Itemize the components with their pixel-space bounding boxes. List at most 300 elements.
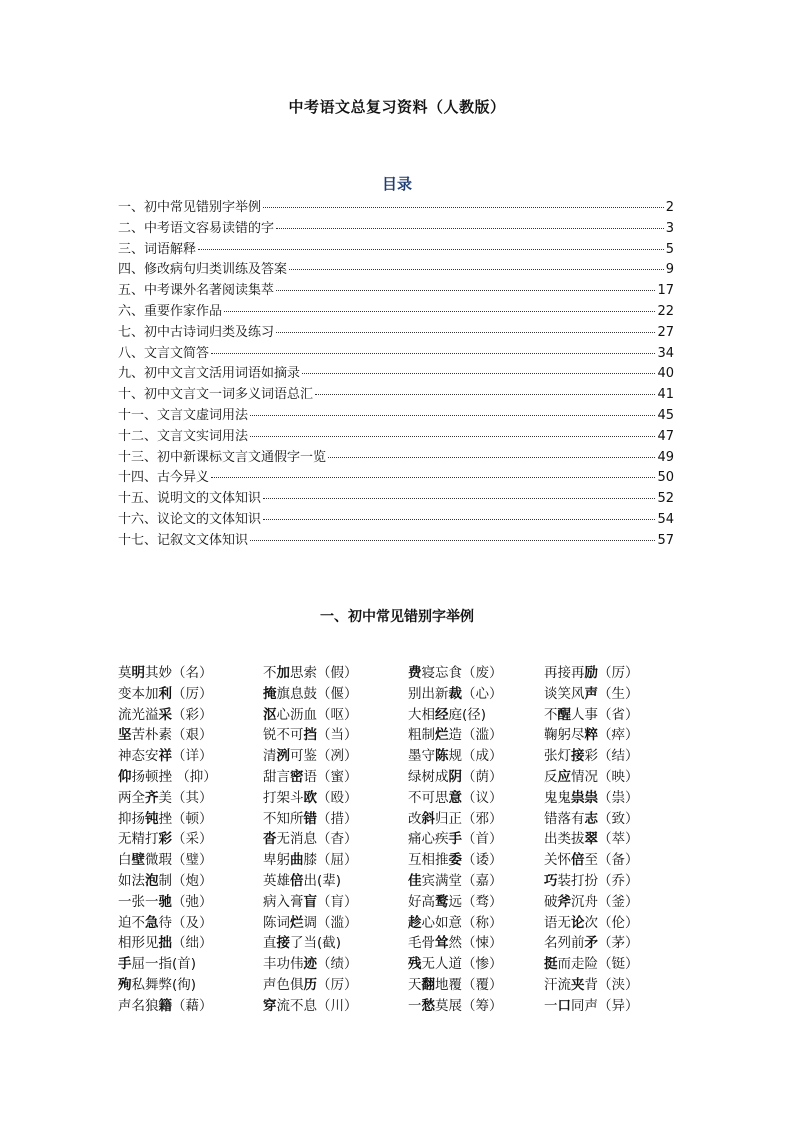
word-text: 互相推 <box>408 852 449 869</box>
wrong-character: 驰 <box>158 893 172 910</box>
word-text: 天 <box>408 976 422 993</box>
toc-entry[interactable] <box>118 342 674 363</box>
word-text: 思索（假） <box>290 665 358 681</box>
wrong-character: 挺 <box>544 956 558 973</box>
word-text: 一 <box>408 997 422 1014</box>
wrong-character: 加 <box>276 665 290 681</box>
toc-entry[interactable] <box>118 508 674 529</box>
wrong-character: 烂 <box>290 914 304 931</box>
document-title: 中考语文总复习资料（人教版） <box>288 98 506 116</box>
wrong-character: 委 <box>448 852 462 869</box>
word-text: （首） <box>462 831 503 848</box>
wrong-character: 接 <box>276 935 290 952</box>
word-item <box>263 954 408 975</box>
word-item <box>118 788 263 809</box>
word-text: 无消息（杳） <box>276 831 358 848</box>
toc-entry-label: 十七、记叙文文体知识 <box>118 532 249 548</box>
wrong-character: 醒 <box>557 706 571 723</box>
word-text: 出类拔 <box>544 831 585 848</box>
word-text: 白 <box>118 852 132 869</box>
word-item <box>544 663 678 684</box>
wrong-character: 坚 <box>118 727 132 744</box>
word-text: 卑躬 <box>263 852 290 869</box>
toc-entry-page: 50 <box>657 470 674 486</box>
toc-entry-page: 57 <box>657 532 674 548</box>
word-item <box>408 684 544 705</box>
toc-heading: 目录 <box>381 175 412 193</box>
word-text: （殴） <box>317 789 358 806</box>
word-text: 大相 <box>408 706 435 723</box>
word-text: （彩） <box>172 706 213 723</box>
word-item <box>544 933 678 954</box>
toc-entry-page: 49 <box>657 449 674 465</box>
toc-dot-leader <box>198 249 664 250</box>
toc-entry[interactable] <box>118 238 674 259</box>
wrong-character: 欧 <box>303 789 317 806</box>
word-item <box>263 684 408 705</box>
word-item <box>263 829 408 850</box>
word-text: （当） <box>317 727 358 744</box>
wrong-character: 急 <box>145 914 159 931</box>
toc-entry[interactable] <box>118 362 674 383</box>
word-item <box>118 746 263 767</box>
toc-entry-label: 十五、说明文的文体知识 <box>118 491 262 507</box>
word-text: 情况（映） <box>571 768 639 785</box>
word-text: 关怀 <box>544 852 571 869</box>
word-text: 鬼鬼 <box>544 789 571 806</box>
word-text: 而走险（铤） <box>557 956 639 973</box>
word-text: （茅） <box>598 935 639 952</box>
toc-entry[interactable] <box>118 217 674 238</box>
word-item <box>544 850 678 871</box>
word-text: 抑扬 <box>118 810 145 827</box>
word-text: 待（及） <box>158 914 213 931</box>
toc-entry[interactable] <box>118 321 674 342</box>
word-item <box>118 892 263 913</box>
word-text: 再接再 <box>544 665 585 681</box>
word-item <box>118 954 263 975</box>
word-text: 张灯 <box>544 748 571 765</box>
wrong-character: 利 <box>158 685 172 702</box>
wrong-character: 穿 <box>263 997 277 1014</box>
word-text: 名列前 <box>544 935 585 952</box>
word-text: （厉） <box>172 685 213 702</box>
toc-dot-leader <box>250 540 655 541</box>
word-text: 一张一 <box>118 893 159 910</box>
toc-dot-leader <box>211 477 655 478</box>
word-item <box>544 684 678 705</box>
word-text: （议） <box>462 789 503 806</box>
wrong-character: 拙 <box>158 935 172 952</box>
toc-entry[interactable] <box>118 404 674 425</box>
wrong-character: 耸 <box>435 935 449 952</box>
toc-entry[interactable] <box>118 196 674 217</box>
word-text: （厉） <box>598 665 639 681</box>
word-text: 语无 <box>544 914 571 931</box>
word-item <box>408 788 544 809</box>
word-text: 一 <box>544 997 558 1014</box>
word-text: （生） <box>598 685 639 702</box>
word-text: 绿树成 <box>408 768 449 785</box>
word-text: 其妙（名） <box>145 665 213 681</box>
word-list-grid <box>118 663 678 1017</box>
wrong-character: 趁 <box>408 914 422 931</box>
word-item <box>408 996 544 1017</box>
word-item <box>118 809 263 830</box>
word-item <box>408 767 544 788</box>
wrong-character: 明 <box>131 665 145 681</box>
word-item <box>118 975 263 996</box>
table-of-contents <box>118 196 674 550</box>
wrong-character: 接 <box>571 748 585 765</box>
word-text: 心沥血（呕） <box>276 706 358 723</box>
toc-dot-leader <box>276 228 664 229</box>
word-text: 心如意（称） <box>421 914 503 931</box>
word-item <box>408 913 544 934</box>
toc-entry-page: 5 <box>665 241 674 257</box>
word-text: 了当(截) <box>290 935 342 952</box>
word-item <box>544 892 678 913</box>
toc-dot-leader <box>224 311 655 312</box>
word-item <box>118 871 263 892</box>
word-text: （荫） <box>462 768 503 785</box>
toc-entry[interactable] <box>118 487 674 508</box>
word-text: 反 <box>544 768 558 785</box>
wrong-character: 声 <box>584 685 598 702</box>
wrong-character: 意 <box>448 789 462 806</box>
wrong-character: 倍 <box>290 872 304 889</box>
word-item <box>263 975 408 996</box>
wrong-character: 采 <box>158 706 172 723</box>
word-item <box>544 705 678 726</box>
toc-entry-label: 十三、初中新课标文言文通假字一览 <box>118 449 327 465</box>
wrong-character: 钝 <box>145 810 159 827</box>
wrong-character: 祟祟 <box>571 789 598 806</box>
toc-entry-page: 40 <box>657 366 674 382</box>
word-text: 彩（结） <box>584 748 639 765</box>
wrong-character: 经 <box>435 706 449 723</box>
wrong-character: 沤 <box>263 706 277 723</box>
word-text: 膝（屈） <box>303 852 358 869</box>
toc-entry-label: 十二、文言文实词用法 <box>118 428 249 444</box>
wrong-character: 曲 <box>290 852 304 869</box>
word-text: 病入膏 <box>263 893 304 910</box>
wrong-character: 矛 <box>584 935 598 952</box>
toc-entry-page: 3 <box>665 220 674 236</box>
section-heading: 一、初中常见错别字举例 <box>320 609 474 625</box>
toc-entry-label: 三、词语解释 <box>118 241 197 257</box>
word-item <box>408 850 544 871</box>
toc-dot-leader <box>289 269 664 270</box>
wrong-character: 挡 <box>303 727 317 744</box>
wrong-character: 志 <box>584 810 598 827</box>
wrong-character: 壁 <box>131 852 145 869</box>
word-text: 调（滥） <box>303 914 358 931</box>
wrong-character: 陈 <box>435 748 449 765</box>
wrong-character: 历 <box>303 976 317 993</box>
word-item <box>263 996 408 1017</box>
word-text: 陈词 <box>263 914 290 931</box>
wrong-character: 密 <box>290 768 304 785</box>
toc-dot-leader <box>211 353 655 354</box>
word-text: 直 <box>263 935 277 952</box>
word-text: 错落有 <box>544 810 585 827</box>
toc-entry-page: 22 <box>657 303 674 319</box>
word-text: 不 <box>263 665 277 681</box>
word-text: 莫 <box>118 665 132 681</box>
toc-entry[interactable] <box>118 446 674 467</box>
toc-entry-label: 九、初中文言文活用词语如摘录 <box>118 366 301 382</box>
word-text: 丰功伟 <box>263 956 304 973</box>
wrong-character: 手 <box>448 831 462 848</box>
word-text: 痛心疾 <box>408 831 449 848</box>
word-text: 流不息（川） <box>276 997 358 1014</box>
word-text: 不可思 <box>408 789 449 806</box>
wrong-character: 口 <box>557 997 571 1014</box>
word-text: 改 <box>408 810 422 827</box>
wrong-character: 洌 <box>276 748 290 765</box>
wrong-character: 费 <box>408 665 422 681</box>
toc-dot-leader <box>315 394 655 395</box>
wrong-character: 巧 <box>544 872 558 889</box>
wrong-character: 斜 <box>421 810 435 827</box>
word-text: 扬顿挫 （抑） <box>131 768 217 785</box>
toc-entry[interactable] <box>118 529 674 550</box>
wrong-character: 论 <box>571 914 585 931</box>
word-text: 无精打 <box>118 831 159 848</box>
word-text: （诿） <box>462 852 503 869</box>
toc-entry-label: 四、修改病句归类训练及答案 <box>118 262 288 278</box>
word-text: 装打扮（乔） <box>557 872 639 889</box>
wrong-character: 殉 <box>118 976 132 993</box>
word-item <box>263 663 408 684</box>
word-text: 相形见 <box>118 935 159 952</box>
word-item <box>118 829 263 850</box>
wrong-character: 错 <box>303 810 317 827</box>
word-item <box>408 809 544 830</box>
word-item <box>263 809 408 830</box>
word-text: （绌） <box>172 935 213 952</box>
word-item <box>263 871 408 892</box>
word-text: 私舞弊(徇) <box>131 976 197 993</box>
word-item <box>544 913 678 934</box>
word-text: 出(辈) <box>303 872 342 889</box>
word-item <box>263 933 408 954</box>
word-item <box>118 933 263 954</box>
wrong-character: 掩 <box>263 685 277 702</box>
word-text: 沉舟（釜） <box>571 893 639 910</box>
word-text: 无人道（惨） <box>421 956 503 973</box>
word-text: （心） <box>462 685 503 702</box>
word-text: 次（伦） <box>584 914 639 931</box>
word-text: （弛） <box>172 893 213 910</box>
wrong-character: 仰 <box>118 768 132 785</box>
word-text: 好高 <box>408 893 435 910</box>
word-text: （措） <box>317 810 358 827</box>
word-item <box>263 725 408 746</box>
word-text: 变本加 <box>118 685 159 702</box>
wrong-character: 齐 <box>145 789 159 806</box>
word-item <box>263 850 408 871</box>
wrong-character: 翻 <box>421 976 435 993</box>
wrong-character: 祥 <box>158 748 172 765</box>
word-text: 破 <box>544 893 558 910</box>
word-text: 造（滥） <box>448 727 503 744</box>
word-text: 美（其） <box>158 789 213 806</box>
word-text: 挫（顿） <box>158 810 213 827</box>
word-text: 背（浃） <box>584 976 639 993</box>
word-item <box>263 767 408 788</box>
word-item <box>544 996 678 1017</box>
word-text: 迫不 <box>118 914 145 931</box>
word-text: 然（悚） <box>448 935 503 952</box>
toc-dot-leader <box>263 207 664 208</box>
wrong-character: 鹜 <box>435 893 449 910</box>
toc-entry-label: 二、中考语文容易读错的字 <box>118 220 275 236</box>
word-text: 人事（省） <box>571 706 639 723</box>
word-text: 规（成） <box>448 748 503 765</box>
word-text: 微瑕（璧） <box>145 852 213 869</box>
word-item <box>544 725 678 746</box>
toc-dot-leader <box>250 415 655 416</box>
toc-entry-page: 17 <box>657 283 674 299</box>
wrong-character: 夹 <box>571 976 585 993</box>
word-item <box>408 746 544 767</box>
wrong-character: 愁 <box>421 997 435 1014</box>
toc-entry-label: 五、中考课外名著阅读集萃 <box>118 283 275 299</box>
toc-dot-leader <box>263 519 655 520</box>
toc-entry-page: 2 <box>665 200 674 215</box>
word-item <box>408 975 544 996</box>
toc-entry-page: 27 <box>657 324 674 340</box>
toc-entry-page: 54 <box>657 511 674 527</box>
toc-entry-page: 45 <box>657 407 674 423</box>
toc-entry-page: 52 <box>657 491 674 507</box>
word-text: 屈一指(首) <box>131 956 197 973</box>
toc-entry-label: 七、初中古诗词归类及练习 <box>118 324 275 340</box>
wrong-character: 佳 <box>408 872 422 889</box>
word-text: 庭(径) <box>448 706 487 723</box>
toc-entry-page: 34 <box>657 345 674 361</box>
wrong-character: 阴 <box>448 768 462 785</box>
word-item <box>544 871 678 892</box>
wrong-character: 翠 <box>584 831 598 848</box>
word-item <box>408 663 544 684</box>
word-text: 流光溢 <box>118 706 159 723</box>
word-text: 神态安 <box>118 748 159 765</box>
word-text: （绩） <box>317 956 358 973</box>
wrong-character: 籍 <box>158 997 172 1014</box>
word-text: 远（骛） <box>448 893 503 910</box>
word-item <box>118 913 263 934</box>
wrong-character: 励 <box>584 665 598 681</box>
toc-entry-label: 十、初中文言文一词多义词语总汇 <box>118 387 314 403</box>
word-text: 毛骨 <box>408 935 435 952</box>
toc-entry-page: 41 <box>657 387 674 403</box>
wrong-character: 烂 <box>435 727 449 744</box>
word-text: 甜言 <box>263 768 290 785</box>
wrong-character: 彩 <box>158 831 172 848</box>
word-text: 汗流 <box>544 976 571 993</box>
toc-entry-label: 六、重要作家作品 <box>118 303 223 319</box>
word-item <box>118 767 263 788</box>
toc-entry[interactable] <box>118 425 674 446</box>
word-item <box>544 809 678 830</box>
word-text: 可鉴（冽） <box>290 748 358 765</box>
word-item <box>408 892 544 913</box>
word-item <box>118 684 263 705</box>
toc-entry-page: 47 <box>657 428 674 444</box>
wrong-character: 泡 <box>145 872 159 889</box>
wrong-character: 盲 <box>303 893 317 910</box>
word-item <box>263 892 408 913</box>
toc-dot-leader <box>302 373 655 374</box>
word-item <box>408 871 544 892</box>
toc-entry[interactable] <box>118 300 674 321</box>
word-text: 别出新 <box>408 685 449 702</box>
word-text: 不知所 <box>263 810 304 827</box>
word-item <box>118 725 263 746</box>
word-text: 制（炮） <box>158 872 213 889</box>
word-text: 莫展（筹） <box>435 997 503 1014</box>
toc-entry[interactable] <box>118 383 674 404</box>
wrong-character: 沓 <box>263 831 277 848</box>
word-item <box>408 705 544 726</box>
word-item <box>118 850 263 871</box>
wrong-character: 粹 <box>584 727 598 744</box>
wrong-character: 斧 <box>557 893 571 910</box>
word-text: 英雄 <box>263 872 290 889</box>
toc-entry-label: 八、文言文简答 <box>118 345 210 361</box>
word-text: 不 <box>544 706 558 723</box>
word-item <box>263 913 408 934</box>
word-item <box>263 788 408 809</box>
word-text: 至（备） <box>584 852 639 869</box>
word-item <box>118 996 263 1017</box>
word-text: 旗息鼓（偃） <box>276 685 358 702</box>
toc-entry-label: 十一、文言文虚词用法 <box>118 407 249 423</box>
word-text: 宾满堂（嘉） <box>421 872 503 889</box>
toc-entry[interactable] <box>118 279 674 300</box>
wrong-character: 裁 <box>448 685 462 702</box>
word-item <box>263 705 408 726</box>
wrong-character: 迹 <box>303 956 317 973</box>
word-item <box>544 829 678 850</box>
word-text: （肓） <box>317 893 358 910</box>
word-text: （采） <box>172 831 213 848</box>
word-text: （详） <box>172 748 213 765</box>
word-text: 粗制 <box>408 727 435 744</box>
word-text: 语（蜜） <box>303 768 358 785</box>
word-text: （祟） <box>598 789 639 806</box>
word-text: 鞠躬尽 <box>544 727 585 744</box>
toc-entry[interactable] <box>118 258 674 279</box>
toc-entry-page: 9 <box>665 262 674 278</box>
word-text: 声色俱 <box>263 976 304 993</box>
word-item <box>408 725 544 746</box>
wrong-character: 手 <box>118 956 132 973</box>
word-item <box>544 788 678 809</box>
word-item <box>263 746 408 767</box>
wrong-character: 应 <box>557 768 571 785</box>
toc-dot-leader <box>276 290 655 291</box>
word-text: 声名狼 <box>118 997 159 1014</box>
word-text: （藉） <box>172 997 213 1014</box>
toc-dot-leader <box>276 332 655 333</box>
toc-entry[interactable] <box>118 466 674 487</box>
word-text: 归正（邪） <box>435 810 503 827</box>
word-text: 苦朴素（艰） <box>131 727 213 744</box>
